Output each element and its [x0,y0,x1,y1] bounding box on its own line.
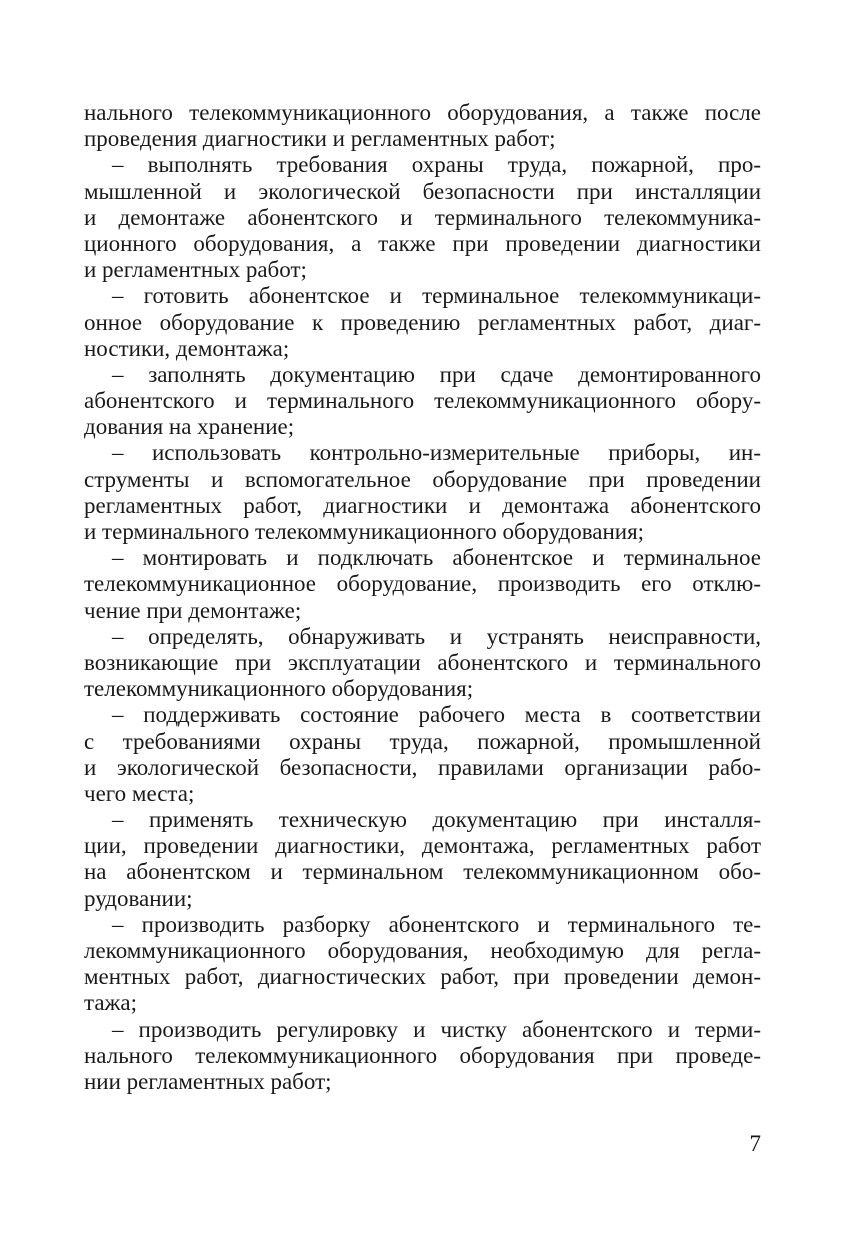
text-line: на абонентском и терминальном телекоммуникационном обо- [84,859,761,885]
page-body [84,100,761,1095]
text-line: – производить разборку абонентского и терминального те- [112,911,761,937]
text-line: дования на хранение; [84,414,295,440]
text-line: струменты и вспомогательное оборудование при проведении [84,466,761,492]
text-line: нального телекоммуникационного оборудования, а также после [84,100,761,125]
text-line: – готовить абонентское и терминальное телекоммуникаци- [112,283,761,309]
text-line: ностики, демонтажа; [84,335,290,361]
text-line: – монтировать и подключать абонентское и терминальное [112,545,761,571]
text-line: регламентных работ, диагностики и демонтажа абонентского [84,492,761,518]
text-line: возникающие при эксплуатации абонентского и терминального [84,649,761,675]
text-line: лекоммуникационного оборудования, необходимую для регла- [84,938,761,963]
text-line: ции, проведении диагностики, демонтажа, регламентных работ [84,833,761,859]
text-line: – производить регулировку и чистку абонентского и терми- [112,1016,761,1042]
text-line: и регламентных работ; [84,257,307,283]
text-line: – использовать контрольно-измерительные приборы, ин- [112,440,761,466]
text-line: нии регламентных работ; [84,1068,332,1094]
text-line: ционного оборудования, а также при проведении диагностики [84,230,761,256]
text-line: телекоммуникационного оборудования; [84,676,474,702]
text-line: – определять, обнаруживать и устранять неисправности, [112,623,761,649]
text-line: чение при демонтаже; [84,597,302,623]
text-line: тажа; [84,990,138,1016]
text-line: – применять техническую документацию при инсталля- [112,807,761,833]
text-line: – заполнять документацию при сдаче демонтированного [112,361,761,387]
text-line: ментных работ, диагностических работ, при проведении демон- [84,964,761,990]
page-number: 7 [749,1131,761,1156]
text-line: и терминального телекоммуникационного оборудования; [84,519,645,544]
text-line: чего места; [84,780,195,806]
text-line: проведения диагностики и регламентных работ; [84,126,556,152]
text-line: и экологической безопасности, правилами организации рабо- [84,754,761,780]
text-line: с требованиями охраны труда, пожарной, промышленной [84,728,761,754]
text-line: онное оборудование к проведению регламентных работ, диаг- [84,309,761,335]
text-line: и демонтаже абонентского и терминального телекоммуника- [84,204,761,230]
text-line: мышленной и экологической безопасности при инсталляции [84,178,761,204]
text-line: – поддерживать состояние рабочего места в соответствии [112,702,761,728]
text-line: рудовании; [84,885,193,911]
text-line: нального телекоммуникационного оборудования при проведе- [84,1042,761,1068]
text-line: телекоммуникационное оборудование, производить его отклю- [84,571,761,597]
text-line: – выполнять требования охраны труда, пожарной, про- [112,152,761,178]
text-line: абонентского и терминального телекоммуникационного обору- [84,388,761,414]
